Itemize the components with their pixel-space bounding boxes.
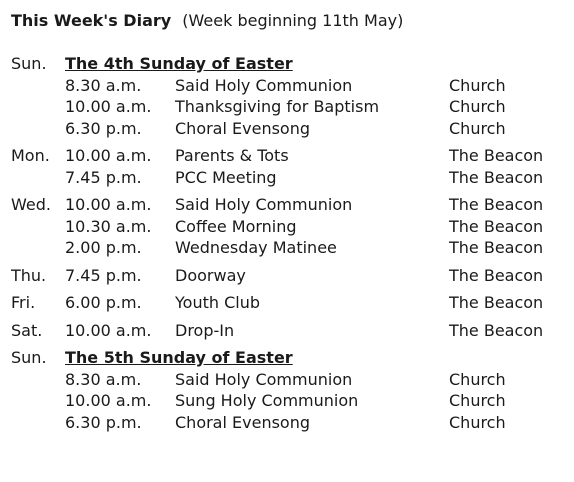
entry-venue: Church [449, 118, 506, 138]
entry-venue: Church [449, 75, 506, 95]
entry-event: Drop-In [175, 320, 235, 340]
entry-event: Doorway [175, 265, 246, 285]
day-label: Sun. [11, 54, 47, 73]
day-block-fri [11, 292, 571, 314]
entry-time: 6.30 p.m. [65, 118, 142, 138]
entry-event: Coffee Morning [175, 216, 297, 236]
day-block-sun-5th [11, 347, 571, 433]
day-label: Thu. [11, 265, 47, 285]
entry-time: 10.00 a.m. [65, 97, 152, 116]
diary-header [11, 11, 403, 30]
entry-venue: The Beacon [449, 167, 544, 187]
entry-event: Wednesday Matinee [175, 238, 337, 257]
entry-time: 7.45 p.m. [65, 265, 142, 285]
schedule-row [11, 265, 571, 287]
day-label: Sun. [11, 348, 47, 367]
schedule-row [11, 320, 571, 342]
schedule-row [11, 194, 571, 216]
entry-venue: The Beacon [449, 238, 544, 257]
sunday-heading: The 4th Sunday of Easter [65, 54, 293, 73]
entry-time: 10.00 a.m. [65, 391, 152, 410]
schedule-row [11, 118, 571, 140]
entry-venue: The Beacon [449, 293, 544, 312]
diary-title: This Week's Diary [11, 11, 172, 30]
day-heading-row [11, 53, 571, 75]
day-block-mon [11, 145, 571, 188]
entry-venue: Church [449, 391, 506, 410]
entry-venue: Church [449, 412, 506, 432]
entry-venue: The Beacon [449, 320, 544, 340]
day-block-sun-4th [11, 53, 571, 139]
day-label: Mon. [11, 146, 50, 165]
day-label: Fri. [11, 293, 36, 312]
entry-event: Choral Evensong [175, 412, 310, 432]
entry-venue: Church [449, 97, 506, 116]
schedule-row [11, 167, 571, 189]
schedule-row [11, 390, 571, 412]
entry-time: 6.00 p.m. [65, 293, 142, 312]
entry-event: Thanksgiving for Baptism [175, 97, 380, 116]
day-block-wed [11, 194, 571, 259]
entry-time: 8.30 a.m. [65, 369, 142, 389]
entry-time: 2.00 p.m. [65, 238, 142, 257]
day-label: Wed. [11, 195, 51, 214]
diary-subtitle: (Week beginning 11th May) [182, 11, 404, 30]
entry-time: 6.30 p.m. [65, 412, 142, 432]
schedule-row [11, 292, 571, 314]
day-heading-row [11, 347, 571, 369]
entry-time: 10.00 a.m. [65, 146, 152, 165]
entry-event: Sung Holy Communion [175, 391, 359, 410]
entry-event: Choral Evensong [175, 118, 310, 138]
entry-event: PCC Meeting [175, 167, 277, 187]
entry-venue: The Beacon [449, 216, 544, 236]
entry-event: Said Holy Communion [175, 75, 353, 95]
day-block-sat [11, 320, 571, 342]
schedule-row [11, 96, 571, 118]
entry-venue: Church [449, 369, 506, 389]
entry-event: Said Holy Communion [175, 369, 353, 389]
entry-event: Parents & Tots [175, 146, 289, 165]
entry-time: 10.30 a.m. [65, 216, 152, 236]
day-label: Sat. [11, 320, 43, 340]
schedule-row [11, 369, 571, 391]
entry-time: 10.00 a.m. [65, 195, 152, 214]
diary-schedule [11, 53, 571, 439]
schedule-row [11, 412, 571, 434]
sunday-heading: The 5th Sunday of Easter [65, 348, 293, 367]
schedule-row [11, 216, 571, 238]
entry-venue: The Beacon [449, 265, 544, 285]
schedule-row [11, 237, 571, 259]
entry-time: 7.45 p.m. [65, 167, 142, 187]
schedule-row [11, 75, 571, 97]
schedule-row [11, 145, 571, 167]
entry-venue: The Beacon [449, 195, 544, 214]
entry-time: 8.30 a.m. [65, 75, 142, 95]
day-block-thu [11, 265, 571, 287]
entry-event: Said Holy Communion [175, 195, 353, 214]
entry-time: 10.00 a.m. [65, 320, 152, 340]
entry-event: Youth Club [175, 293, 260, 312]
entry-venue: The Beacon [449, 146, 544, 165]
